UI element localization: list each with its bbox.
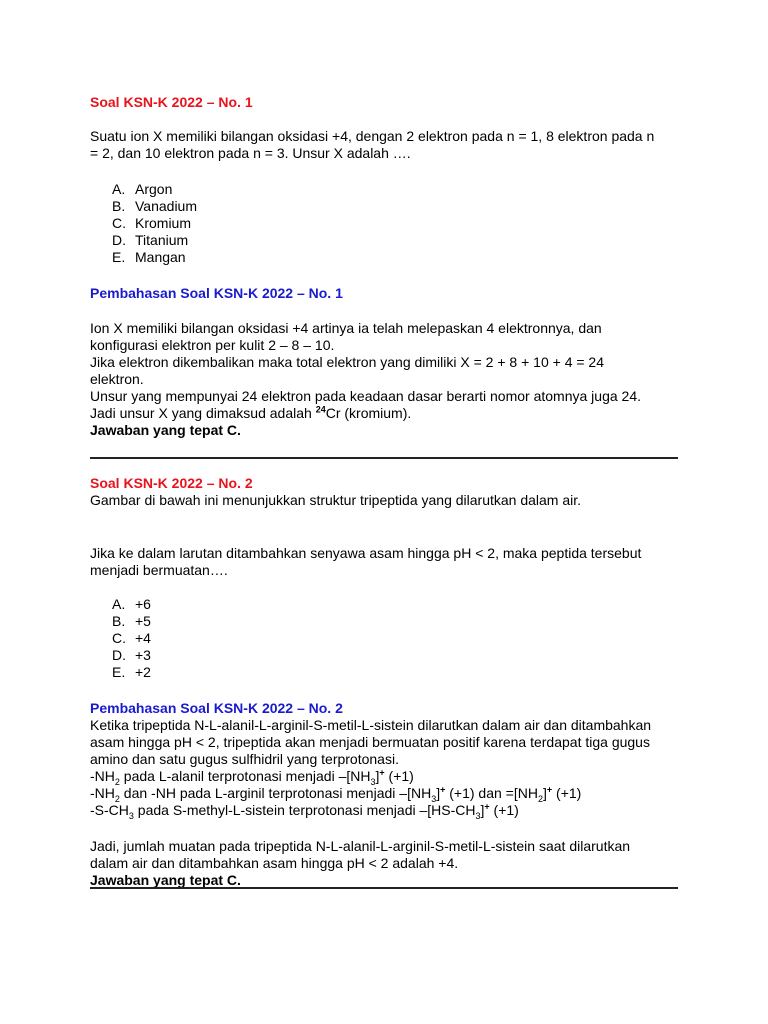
q2-discussion-line: Ketika tripeptida N-L-alanil-L-arginil-S-metil-L-sistein dilarutkan dalam air dan ditambahkan [90, 717, 652, 733]
q1-option [90, 232, 680, 249]
q1-title-text: Soal KSN-K 2022 – No. 1 [90, 94, 253, 110]
text-run: ] [375, 768, 380, 784]
subscript: 3 [431, 793, 437, 804]
option-text: Titanium [135, 232, 189, 248]
option-text: +6 [135, 596, 151, 612]
option-letter: D. [112, 232, 126, 248]
q1-discussion [90, 320, 680, 439]
option-text: +4 [135, 630, 151, 646]
text-run: -S-CH [90, 802, 129, 818]
q2-question-line: menjadi bermuatan…. [90, 562, 228, 578]
q2-header [90, 475, 680, 509]
q1-option [90, 181, 680, 198]
text-run: ] [480, 802, 485, 818]
q2-discussion [90, 700, 680, 819]
q1-question [90, 128, 680, 162]
subscript: 3 [475, 810, 481, 821]
option-text: Mangan [135, 249, 186, 265]
q2-options [90, 596, 680, 681]
section-divider [90, 887, 678, 889]
option-letter: E. [112, 249, 126, 265]
text-run: dan -NH pada L-arginil terprotonasi menjadi –[NH [119, 785, 432, 801]
q1-conclusion-prefix: Jadi unsur X yang dimaksud adalah [90, 405, 316, 421]
q2-option [90, 664, 680, 681]
option-text: Vanadium [135, 198, 198, 214]
q2-intro: Gambar di bawah ini menunjukkan struktur tripeptida yang dilarutkan dalam air. [90, 492, 582, 508]
q1-discussion-line: konfigurasi elektron per kulit 2 – 8 – 10. [90, 337, 335, 353]
option-letter: D. [112, 647, 126, 663]
q2-question-line: Jika ke dalam larutan ditambahkan senyawa asam hingga pH < 2, maka peptida tersebut [90, 545, 642, 561]
option-text: +2 [135, 664, 151, 680]
superscript: + [484, 801, 490, 812]
q2-reaction-line [90, 802, 680, 819]
q1-option [90, 215, 680, 232]
q2-discussion-line: asam hingga pH < 2, tripeptida akan menjadi bermuatan positif karena terdapat tiga gugus [90, 734, 650, 750]
text-run: -NH [90, 768, 115, 784]
q1-title [90, 94, 680, 111]
q1-question-line: = 2, dan 10 elektron pada n = 3. Unsur X adalah …. [90, 145, 411, 161]
text-run: ] [436, 785, 441, 801]
text-run: (+1) dan =[NH [445, 785, 538, 801]
q1-option [90, 198, 680, 215]
option-text: +5 [135, 613, 151, 629]
q2-title-text: Soal KSN-K 2022 – No. 2 [90, 475, 253, 491]
text-run: (+1) [384, 768, 414, 784]
q1-discussion-title-text: Pembahasan Soal KSN-K 2022 – No. 1 [90, 285, 343, 301]
option-letter: C. [112, 215, 126, 231]
superscript: + [546, 784, 553, 795]
q1-discussion-title [90, 285, 680, 302]
q1-conclusion-superscript: 24 [315, 404, 326, 415]
subscript: 3 [128, 810, 134, 821]
q2-option [90, 596, 680, 613]
q1-discussion-line: Jika elektron dikembalikan maka total elektron yang dimiliki X = 2 + 8 + 10 + 4 = 24 [90, 354, 605, 370]
subscript: 2 [537, 793, 543, 804]
q2-question [90, 545, 680, 579]
q1-question-line: Suatu ion X memiliki bilangan oksidasi +4, dengan 2 elektron pada n = 1, 8 elektron pada n [90, 128, 655, 144]
option-text: Kromium [135, 215, 192, 231]
q2-option [90, 613, 680, 630]
q1-answer: Jawaban yang tepat C. [90, 422, 241, 438]
option-letter: A. [112, 596, 126, 612]
q2-conclusion [90, 838, 680, 889]
q2-conclusion-line: dalam air dan ditambahkan asam hingga pH < 2 adalah +4. [90, 855, 459, 871]
option-text: +3 [135, 647, 151, 663]
q1-discussion-line: Ion X memiliki bilangan oksidasi +4 artinya ia telah melepaskan 4 elektronnya, dan [90, 320, 602, 336]
option-letter: C. [112, 630, 126, 646]
q1-options [90, 181, 680, 266]
superscript: + [440, 784, 446, 795]
q1-discussion-line: elektron. [90, 371, 144, 387]
text-run: (+1) [489, 802, 519, 818]
option-letter: A. [112, 181, 126, 197]
superscript: + [379, 767, 385, 778]
q1-conclusion-suffix: Cr (kromium). [325, 405, 412, 421]
text-run: pada S-methyl-L-sistein terprotonasi menjadi –[HS-CH [133, 802, 476, 818]
q2-option [90, 647, 680, 664]
q2-discussion-line: amino dan satu gugus sulfhidril yang terprotonasi. [90, 751, 399, 767]
q2-conclusion-line: Jadi, jumlah muatan pada tripeptida N-L-alanil-L-arginil-S-metil-L-sistein saat dilarutkan [90, 838, 631, 854]
option-letter: E. [112, 664, 126, 680]
text-run: -NH [90, 785, 115, 801]
q1-option [90, 249, 680, 266]
text-run: ] [542, 785, 547, 801]
q2-discussion-title-text: Pembahasan Soal KSN-K 2022 – No. 2 [90, 700, 343, 716]
subscript: 2 [114, 793, 120, 804]
q2-option [90, 630, 680, 647]
q2-reaction-line [90, 785, 680, 802]
text-run: (+1) [552, 785, 582, 801]
section-divider [90, 457, 678, 459]
q1-conclusion-line [90, 405, 680, 422]
option-letter: B. [112, 198, 126, 214]
text-run: pada L-alanil terprotonasi menjadi –[NH [119, 768, 371, 784]
q1-discussion-line: Unsur yang mempunyai 24 elektron pada keadaan dasar berarti nomor atomnya juga 24. [90, 388, 641, 404]
option-text: Argon [135, 181, 173, 197]
q2-answer: Jawaban yang tepat C. [90, 872, 241, 888]
subscript: 2 [114, 776, 120, 787]
q2-reaction-line [90, 768, 680, 785]
option-letter: B. [112, 613, 126, 629]
subscript: 3 [370, 776, 376, 787]
